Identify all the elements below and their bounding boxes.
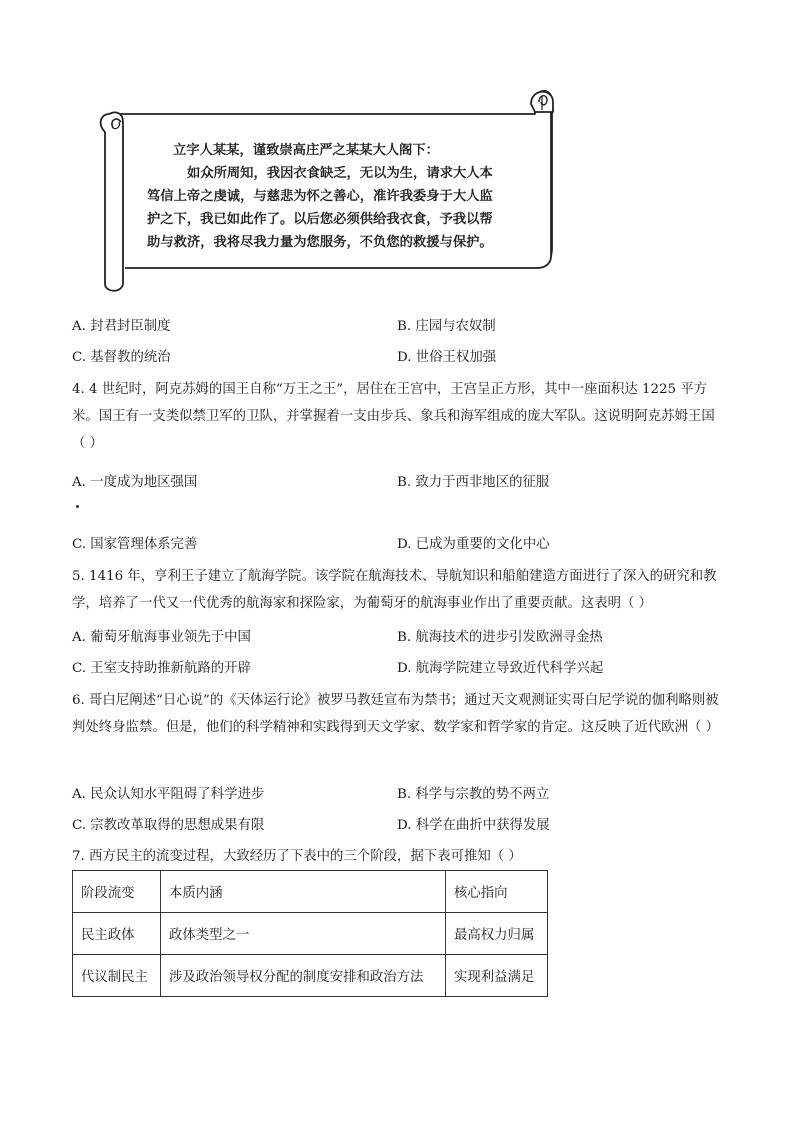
q5-option-d[interactable]: D. 航海学院建立导致近代科学兴起: [397, 661, 604, 676]
scroll-line-1: 立字人某某，谨致崇高庄严之某某大人阁下：: [173, 143, 439, 158]
q4-option-a[interactable]: A. 一度成为地区强国: [72, 475, 198, 490]
table-row: [73, 955, 548, 997]
table-cell: 政体类型之一: [161, 913, 446, 955]
q6-option-d[interactable]: D. 科学在曲折中获得发展: [397, 818, 550, 833]
q6-option-c[interactable]: C. 宗教改革取得的思想成果有限: [72, 818, 265, 833]
q3-option-b[interactable]: B. 庄园与农奴制: [397, 319, 496, 334]
q5-stem: 5. 1416 年，亨利王子建立了航海学院。该学院在航海技术、导航知识和船舶建造方面进行了深入的研究和教学，培养了一代又一代优秀的航海家和探险家，为葡萄牙的航海事业作出了重要贡献。这表明（ ）: [72, 569, 717, 611]
table-cell: 阶段流变: [73, 871, 161, 913]
q6-stem: 6. 哥白尼阐述“日心说”的《天体运行论》被罗马教廷宣布为禁书；通过天文观测证实哥白尼学说的伽利略则被判处终身监禁。但是，他们的科学精神和实践得到天文学家、数学家和哲学家的肯定。这反映了近代欧洲（ ）: [72, 693, 720, 735]
table-cell: 本质内涵: [161, 871, 446, 913]
table-cell: 涉及政治领导权分配的制度安排和政治方法: [161, 955, 446, 997]
q3-option-d[interactable]: D. 世俗王权加强: [397, 350, 497, 365]
table-row: [73, 871, 548, 913]
table-cell: 民主政体: [73, 913, 161, 955]
table-cell: 核心指向: [446, 871, 548, 913]
table-cell: 最高权力归属: [446, 913, 548, 955]
table-cell: 代议制民主: [73, 955, 161, 997]
table-row: [73, 913, 548, 955]
q5-option-b[interactable]: B. 航海技术的进步引发欧洲寻金热: [397, 630, 603, 645]
scroll-body: 如众所周知，我因衣食缺乏，无以为生，请求大人本笃信上帝之虔诚，与慈悲为怀之善心，准许我委身于大人监护之下，我已如此作了。以后您必须供给我衣食，予我以帮助与救济，我将尽我力量为您服务，不负您的救援与保护。: [147, 166, 493, 250]
q4-option-c[interactable]: C. 国家管理体系完善: [72, 537, 198, 552]
stray-dot: [76, 505, 79, 508]
q7-stem: 7. 西方民主的流变过程，大致经历了下表中的三个阶段，据下表可推知（ ）: [72, 849, 522, 864]
scroll-illustration: [95, 84, 557, 296]
table-cell: 实现利益满足: [446, 955, 548, 997]
q3-option-a[interactable]: A. 封君封臣制度: [72, 319, 171, 334]
q4-option-d[interactable]: D. 已成为重要的文化中心: [397, 537, 550, 552]
scroll-text: [147, 139, 499, 254]
q5-option-a[interactable]: A. 葡萄牙航海事业领先于中国: [72, 630, 251, 645]
q5-option-c[interactable]: C. 王室支持助推新航路的开辟: [72, 661, 251, 676]
q4-option-b[interactable]: B. 致力于西非地区的征服: [397, 475, 550, 490]
q4-stem: 4. 4 世纪时，阿克苏姆的国王自称“万王之王”，居住在王宫中，王宫呈正方形，其中一座面积达 1225 平方米。国王有一支类似禁卫军的卫队，并掌握着一支由步兵、象兵和海军组成的庞大军队。这说明阿克苏姆王国（ ）: [72, 382, 715, 451]
q3-option-c[interactable]: C. 基督教的统治: [72, 350, 171, 365]
q7-table: [72, 870, 548, 997]
q6-option-b[interactable]: B. 科学与宗教的势不两立: [397, 787, 550, 802]
q6-option-a[interactable]: A. 民众认知水平阻碍了科学进步: [72, 787, 265, 802]
